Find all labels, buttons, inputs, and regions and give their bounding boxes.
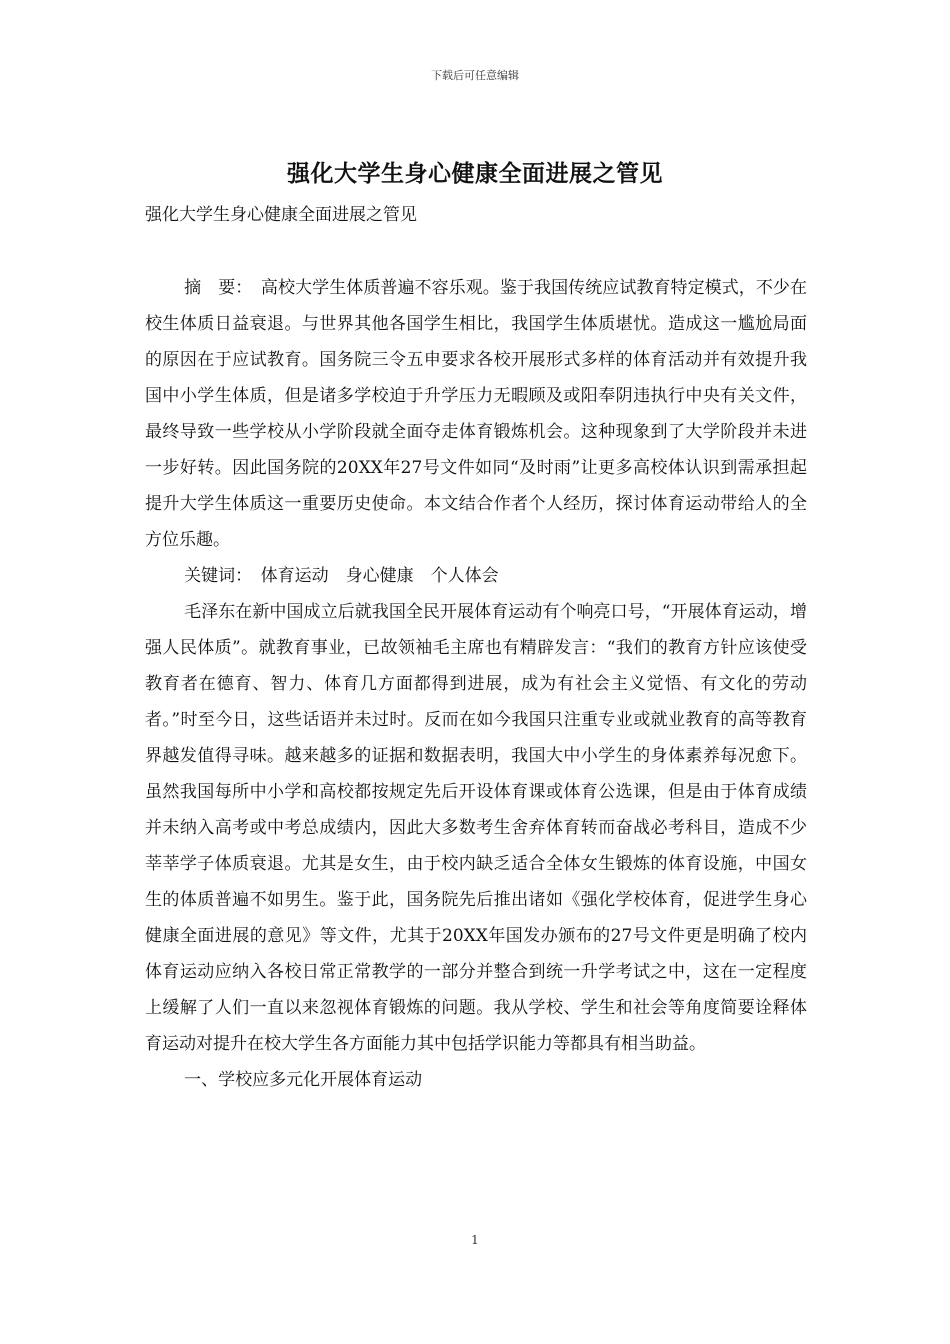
keywords-paragraph: 关键词： 体育运动 身心健康 个人体会: [184, 566, 499, 586]
document-subtitle: 强化大学生身心健康全面进展之管见: [145, 205, 417, 225]
header-note: 下载后可任意编辑: [431, 69, 519, 82]
document-title: 强化大学生身心健康全面进展之管见: [287, 160, 663, 187]
abstract-paragraph: 摘 要： 高校大学生体质普遍不容乐观。鉴于我国传统应试教育特定模式，不少在校生体质日益衰退。与世界其他各国学生相比，我国学生体质堪忧。造成这一尴尬局面的原因在于应试教育。国务院三令五申要求各校开展形式多样的体育活动并有效提升我国中小学生体质，但是诸多学校迫于升学压力无暇顾及或阳奉阴违执行中央有关文件，最终导致一些学校从小学阶段就全面夺走体育锻炼机会。这种现象到了大学阶段并未进一步好转。因此国务院的20XX年27号文件如同“及时雨”让更多高校体认识到需承担起提升大学生体质这一重要历史使命。本文结合作者个人经历，探讨体育运动带给人的全方位乐趣。: [145, 278, 807, 550]
document-body: [145, 270, 807, 1098]
body-paragraph: 毛泽东在新中国成立后就我国全民开展体育运动有个响亮口号，“开展体育运动，增强人民体质”。就教育事业，已故领袖毛主席也有精辟发言：“我们的教育方针应该使受教育者在德育、智力、体育几方面都得到进展，成为有社会主义觉悟、有文化的劳动者。”时至今日，这些话语并未过时。反而在如今我国只注重专业或就业教育的高等教育界越发值得寻味。越来越多的证据和数据表明，我国大中小学生的身体素养每况愈下。虽然我国每所中小学和高校都按规定先后开设体育课或体育公选课，但是由于体育成绩并未纳入高考或中考总成绩内，因此大多数考生舍弃体育转而奋战必考科目，造成不少莘莘学子体质衰退。尤其是女生，由于校内缺乏适合全体女生锻炼的体育设施，中国女生的体质普遍不如男生。鉴于此，国务院先后推出诸如《强化学校体育，促进学生身心健康全面进展的意见》等文件，尤其于20XX年国发办颁布的27号文件更是明确了校内体育运动应纳入各校日常正常教学的一部分并整合到统一升学考试之中，这在一定程度上缓解了人们一直以来忽视体育锻炼的问题。我从学校、学生和社会等角度简要诠释体育运动对提升在校大学生各方面能力其中包括学识能力等都具有相当助益。: [145, 602, 807, 1054]
page-number: 1: [471, 1233, 479, 1247]
section-heading: 一、学校应多元化开展体育运动: [184, 1070, 423, 1090]
